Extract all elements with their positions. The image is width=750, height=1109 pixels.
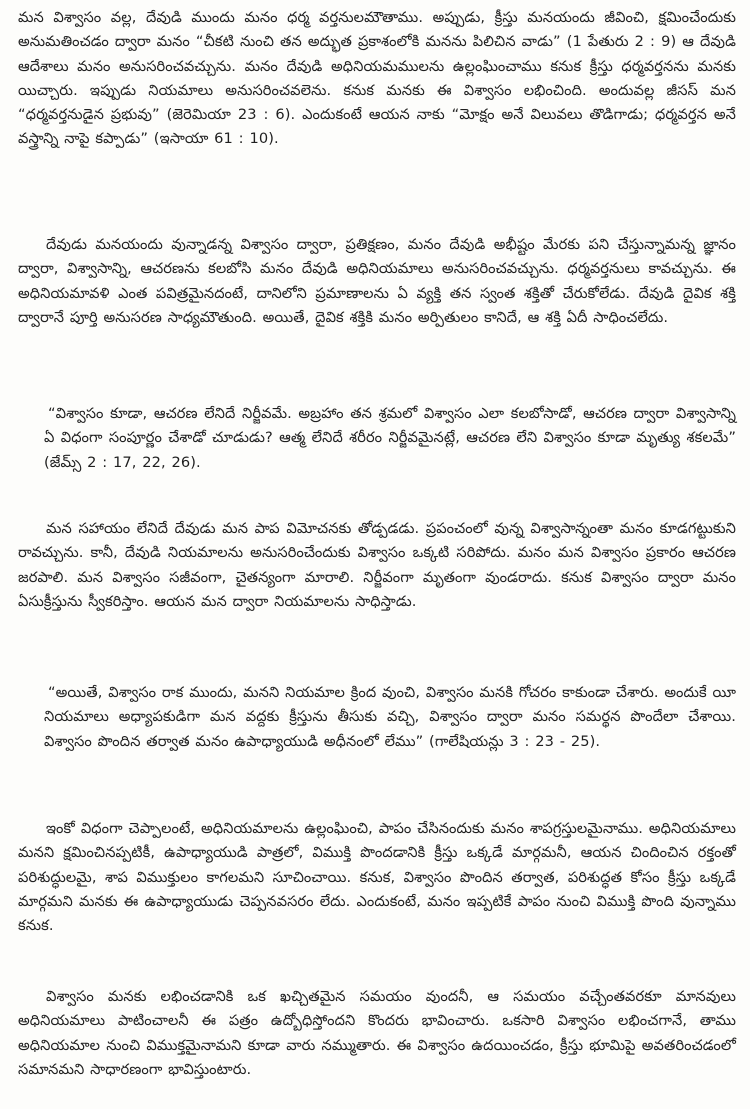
paragraph-2: దేవుడు మనయందు వున్నాడన్న విశ్వాసం ద్వారా, ప్రతిక్షణం, మనం దేవుడి అభీష్టం మేరకు పని చేస్తున్నామన్న జ్ఞానం ద్వారా, విశ్వాసాన్ని, ఆచరణను కలబోసి మనం దేవుడి అధినియమాలు అనుసరించవచ్చును. ధర్మవర్తనులు కావచ్చును. ఈ అధినియమావళి ఎంత పవిత్రమైనదంటే, దానిలోని ప్రమాణాలను ఏ వ్యక్తి తన స్వంత శక్తితో చేరుకోలేడు. దేవుడి దైవిక శక్తి ద్వారానే పూర్తి అనుసరణ సాధ్యమౌతుంది. అయితే, దైవిక శక్తికి మనం అర్పితులం కానిదే, ఆ శక్తి ఏదీ సాధించలేదు.: [18, 236, 736, 326]
paragraph-4: మన సహాయం లేనిదే దేవుడు మన పాప విమోచనకు తోడ్పడడు. ప్రపంచంలో వున్న విశ్వాసాన్నంతా మనం కూడగట్టుకుని రావచ్చును. కానీ, దేవుడి నియమాలను అనుసరించేందుకు విశ్వాసం ఒక్కటి సరిపోదు. మనం మన విశ్వాసం ప్రకారం ఆచరణ జరపాలి. మన విశ్వాసం సజీవంగా, చైతన్యంగా మారాలి. నిర్జీవంగా మృతంగా వుండరాదు. కనుక విశ్వాసం ద్వారా మనం ఏసుక్రీస్తును స్వీకరిస్తాం. ఆయన మన ద్వారా నియమాలను సాధిస్తాడు.: [18, 520, 736, 610]
paragraph-5-quote: “అయితే, విశ్వాసం రాక ముందు, మనని నియమాల క్రింద వుంచి, విశ్వాసం మనకి గోచరం కాకుండా చేశారు. అందుకే యీ నియమాలు అధ్యాపకుడిగా మన వద్దకు క్రీస్తును తీసుకు వచ్చి, విశ్వాసం ద్వారా మనం సమర్థన పొందేలా చేశాయి. విశ్వాసం పొందిన తర్వాత మనం ఉపాధ్యాయుడి అధీనంలో లేము” (గాలేషియన్లు 3 : 23 - 25).: [44, 684, 736, 750]
paragraph-6: ఇంకో విధంగా చెప్పాలంటే, అధినియమాలను ఉల్లంఘించి, పాపం చేసినందుకు మనం శాపగ్రస్తులమైనాము. అధినియమాలు మనని క్షమించినప్పటికీ, ఉపాధ్యాయుడి పాత్రలో, విముక్తి పొందడానికి క్రీస్తు ఒక్కడే మార్గమనీ, ఆయన చిందించిన రక్తంతో పరిశుద్ధులమై, శాప విముక్తులం కాగలమని సూచించాయి. కనుక, విశ్వాసం పొందిన తర్వాత, పరిశుద్ధత కోసం క్రీస్తు ఒక్కడే మార్గమని మనకు ఈ ఉపాధ్యాయుడు చెప్పనవసరం లేదు. ఎందుకంటే, మనం ఇప్పటికే పాపం నుంచి విముక్తి పొంది వున్నాము కనుక.: [18, 820, 736, 935]
paragraph-1: మన విశ్వాసం వల్ల, దేవుడి ముందు మనం ధర్మ వర్తనులమౌతాము. అప్పుడు, క్రీస్తు మనయందు జీవించి, క్షమించేందుకు అనుమతించడం ద్వారా మనం “చీకటి నుంచి తన అద్భుత ప్రకాశంలోకి మనను పిలిచిన వాడు” (1 పేతురు 2 : 9) ఆ దేవుడి ఆదేశాలు మనం అనుసరించవచ్చును. మనం దేవుడి అధినియమములను ఉల్లంఘించాము కనుక క్రీస్తు ధర్మవర్తనను మనకు యిచ్చారు. ఇప్పుడు నియమాలు అనుసరించవలెను. కనుక మనకు ఈ విశ్వాసం లభించింది. అందువల్ల జీసస్ మన “ధర్మవర్తనుడైన ప్రభువు” (జెరెమియా 23 : 6). ఎందుకంటే ఆయన నాకు “మోక్షం అనే విలువలు తొడిగాడు; ధర్మవర్తన అనే వస్త్రాన్ని నాపై కప్పాడు” (ఇసాయా 61 : 10).: [18, 9, 736, 148]
paragraph-3-quote: “విశ్వాసం కూడా, ఆచరణ లేనిదే నిర్జీవమే. అబ్రహాం తన శ్రమలో విశ్వాసం ఎలా కలబోసాడో, ఆచరణ ద్వారా విశ్వాసాన్ని ఏ విధంగా సంపూర్ణం చేశాడో చూడుడు? ఆత్మ లేనిదే శరీరం నిర్జీవమైనట్లే, ఆచరణ లేని విశ్వాసం కూడా మృత్యు శకలమే” (జేమ్స్ 2 : 17, 22, 26).: [44, 405, 736, 471]
paragraph-7: విశ్వాసం మనకు లభించడానికి ఒక ఖచ్చితమైన సమయం వుందనీ, ఆ సమయం వచ్చేంతవరకూ మానవులు అధినియమాలు పాటించాలనీ ఈ పత్రం ఉద్బోధిస్తోందని కొందరు భావించారు. ఒకసారి విశ్వాసం లభించగానే, తాము అధినియమాల నుంచి విముక్తమైనామని కూడా వారు నమ్ముతారు. ఈ విశ్వాసం ఉదయించడం, క్రీస్తు భూమిపై అవతరించడంలో సమానమని సాధారణంగా భావిస్తుంటారు.: [18, 988, 736, 1078]
